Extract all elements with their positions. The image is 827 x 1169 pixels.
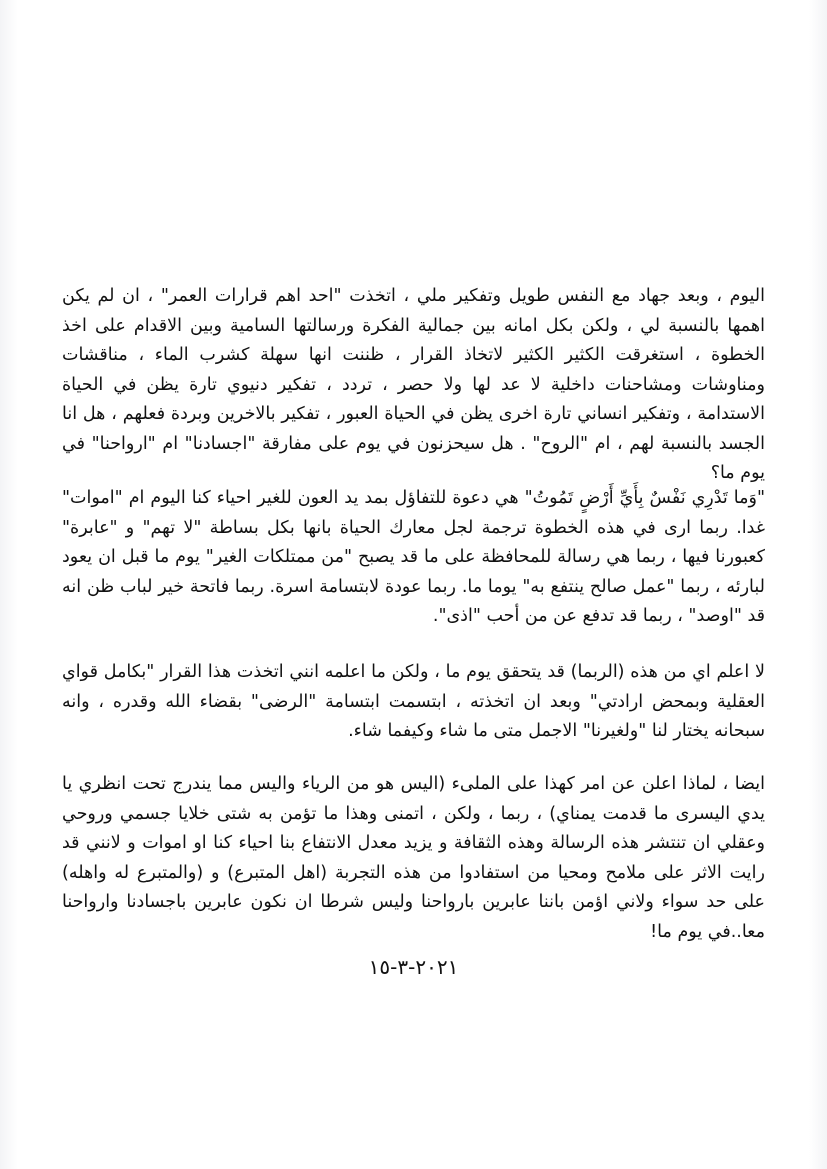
document-date: ٢٠٢١-٣-١٥ [368,955,459,979]
paragraph-4: ايضا ، لماذا اعلن عن امر كهذا على الملىء (اليس هو من الرياء واليس مما يندرج تحت انظري يا يدي اليسرى ما قدمت يمناي) ، ربما ، ولكن ، اتمنى وهذا ما تؤمن به شتى خلايا جسمي وروحي وعقلي ان تنتشر هذه الرسالة وهذه الثقافة و يزيد معدل الانتفاع بنا احياء كنا او اموات و لانني قد رايت الاثر على ملامح ومحيا من استفادوا من هذه التجربة (اهل المتبرع) و (والمتبرع له واهله) على حد سواء ولاني اؤمن باننا عابرين بارواحنا وليس شرطا ان نكون عابرين باجسادنا وارواحنا معا..في يوم ما! [62,774,765,942]
paragraph-2: "وَما تَدْرِي نَفْسٌ بِأَيِّ أَرْضٍ تَمُوتُ" هي دعوة للتفاؤل بمد يد العون للغير احياء كنا اليوم ام "اموات" غدا. ربما ارى في هذه الخطوة ترجمة لجل معارك الحياة بانها بكل بساطة "لا تهم" و "عابرة" كعبورنا فيها ، ربما هي رسالة للمحافظة على ما قد يصبح "من ممتلكات الغير" يوم ما قبل ان يعود لبارئه ، ربما "عمل صالح ينتفع به" يوما ما. ربما عودة لابتسامة اسرة. ربما فاتحة خير لباب ظن انه قد "اوصد" ، ربما قد تدفع عن من أحب "اذى". [62,488,765,626]
paragraph-1: اليوم ، وبعد جهاد مع النفس طويل وتفكير ملي ، اتخذت "احد اهم قرارات العمر" ، ان لم يكن اهمها بالنسبة لي ، ولكن بكل امانه بين جمالية الفكرة ورسالتها السامية وبين الاقدام على اخذ الخطوة ، استغرقت الكثير الكثير لاتخاذ القرار ، ظننت انها سهلة كشرب الماء ، مناقشات ومناوشات ومشاحنات داخلية لا عد لها ولا حصر ، تردد ، تفكير دنيوي تارة يظن في الحياة الاستدامة ، وتفكير انساني تارة اخرى يظن في الحياة العبور ، تفكير بالاخرين وبردة فعلهم ، هل انا الجسد بالنسبة لهم ، ام "الروح" . هل سيحزنون في يوم على مفارقة "اجسادنا" ام "ارواحنا" في يوم ما؟ [62,286,765,483]
paragraph-3: لا اعلم اي من هذه (الربما) قد يتحقق يوم ما ، ولكن ما اعلمه انني اتخذت هذا القرار "بكامل قواي العقلية وبمحض ارادتي" وبعد ان اتخذته ، ابتسمت ابتسامة "الرضى" بقضاء الله وقدره ، وانه سبحانه يختار لنا "ولغيرنا" الاجمل متى ما شاء وكيفما شاء. [62,662,765,741]
